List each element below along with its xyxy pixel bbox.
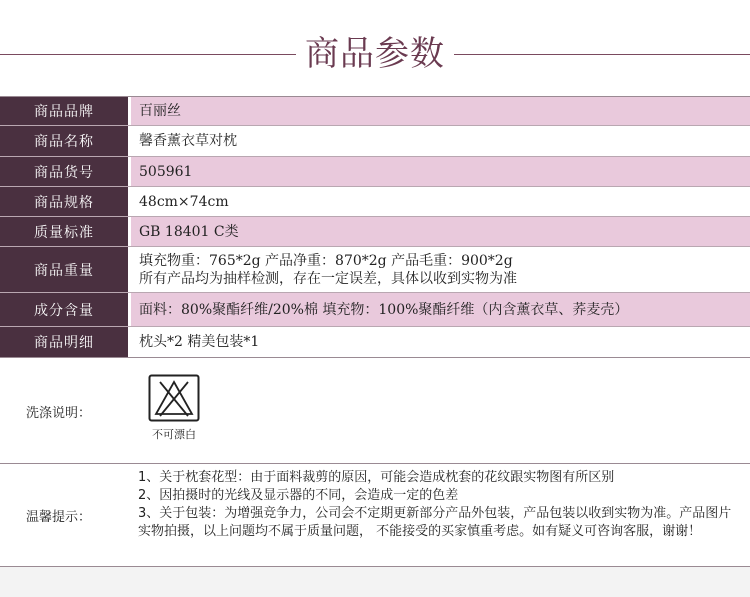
title-rule-left xyxy=(0,54,296,55)
tip-item: 2、因拍摄时的光线及显示器的不同，会造成一定的色差 xyxy=(138,488,459,503)
bottom-strip xyxy=(0,567,750,597)
tips-body xyxy=(138,469,742,541)
tips-label: 温馨提示： xyxy=(26,510,92,525)
spec-row-name xyxy=(0,126,750,156)
spec-row-weight xyxy=(0,247,750,292)
spec-value: 填充物重：765*2g 产品净重：870*2g 产品毛重：900*2g 所有产品均为抽样检测，存在一定误差，具体以收到实物为准 xyxy=(131,247,750,292)
no-bleach-icon xyxy=(148,374,200,422)
tips-section xyxy=(0,463,750,567)
spec-label: 商品名称 xyxy=(0,126,128,156)
tip-item: 1、关于枕套花型：由于面料裁剪的原因，可能会造成枕套的花纹跟实物图有所区别 xyxy=(138,470,615,485)
spec-table xyxy=(0,96,750,357)
section-header xyxy=(0,0,750,96)
spec-value: 百丽丝 xyxy=(131,97,750,125)
spec-value: GB 18401 C类 xyxy=(131,217,750,246)
spec-row-contents xyxy=(0,327,750,357)
section-title: 商品参数 xyxy=(305,34,445,74)
spec-row-composition xyxy=(0,293,750,326)
wash-instructions xyxy=(0,357,750,463)
title-rule-right xyxy=(454,54,750,55)
wash-label: 洗涤说明： xyxy=(26,406,92,421)
spec-value: 505961 xyxy=(131,157,750,186)
spec-value: 馨香薰衣草对枕 xyxy=(131,126,750,156)
spec-value: 枕头*2 精美包装*1 xyxy=(131,327,750,357)
spec-label: 商品明细 xyxy=(0,327,128,357)
tip-item: 3、关于包装：为增强竞争力，公司会不定期更新部分产品外包装，产品包装以收到实物为准。产品图片实物拍摄，以上问题均不属于质量问题， 不能接受的买家慎重考虑。如有疑义可咨询客服，谢谢！ xyxy=(138,506,732,539)
spec-label: 质量标准 xyxy=(0,217,128,246)
spec-value: 面料：80%聚酯纤维/20%棉 填充物：100%聚酯纤维（内含薰衣草、荞麦壳） xyxy=(131,293,750,326)
spec-label: 商品规格 xyxy=(0,187,128,216)
spec-row-standard xyxy=(0,217,750,246)
spec-row-size xyxy=(0,187,750,216)
spec-row-sku xyxy=(0,157,750,186)
wash-symbol xyxy=(134,372,214,452)
spec-label: 商品货号 xyxy=(0,157,128,186)
spec-label: 成分含量 xyxy=(0,293,128,326)
spec-row-brand xyxy=(0,97,750,125)
spec-label: 商品品牌 xyxy=(0,97,128,125)
spec-label: 商品重量 xyxy=(0,247,128,292)
spec-value: 48cm×74cm xyxy=(131,187,750,216)
wash-caption: 不可漂白 xyxy=(152,428,196,441)
